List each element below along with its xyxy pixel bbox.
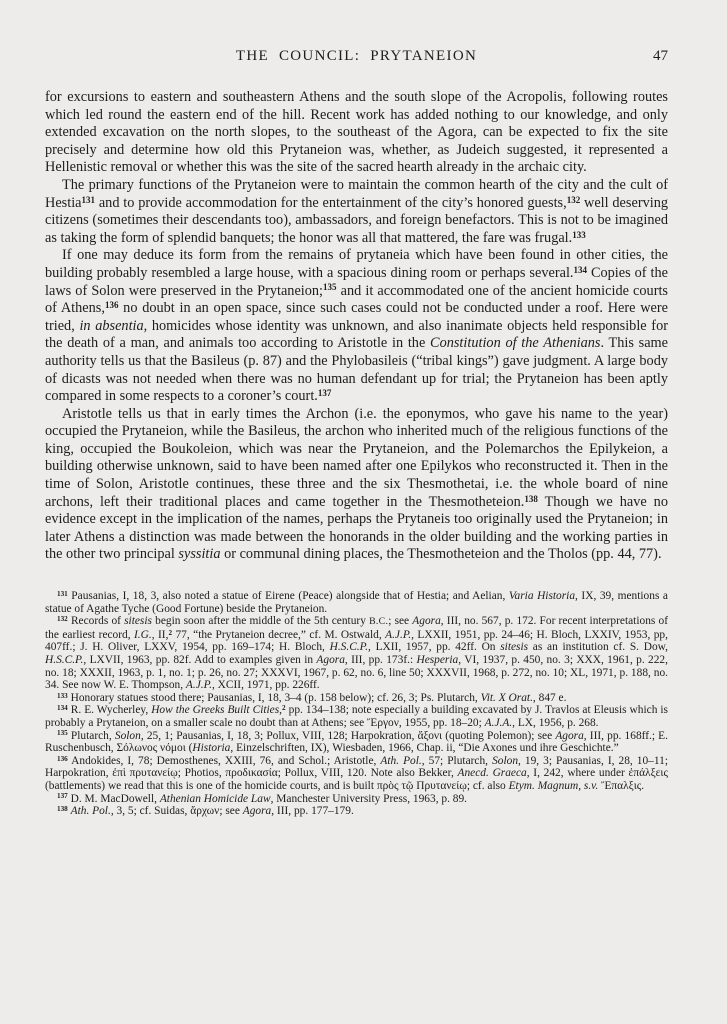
text-run: H.S.C.P. <box>329 641 368 654</box>
text-run: , Einzelschriften, IX), Wiesbaden, 1966, Chap. ii, “Die Axones und ihre Geschichte.” <box>230 742 619 755</box>
text-run: Constitution of the Athenians <box>430 335 601 352</box>
text-run: The primary functions of the Prytaneion were to maintain the common hearth of the city and the cult of Hestia <box>45 176 668 211</box>
footnote-reference: 137 <box>57 792 68 801</box>
footnote <box>45 704 668 729</box>
text-run: Pausanias, I, 18, 3, also noted a statue of Eirene (Peace) alongside that of Hestia; and Aelian, <box>67 590 509 603</box>
page-content <box>45 48 668 818</box>
text-run: , II, <box>151 628 169 641</box>
text-run: . This same authority tells us that the Basileus (p. 87) and the Phylobasileis (“tribal kings”) gave judgment. A large body of dicasts was not needed when there was no human defendant up for trial; the Prytaneion has been aptly compared in some respects to a coroner’s court. <box>45 335 669 405</box>
text-run: Anecd. Graeca <box>457 767 527 780</box>
text-run: Varia Historia <box>508 590 576 603</box>
text-run: I.G. <box>134 628 152 641</box>
text-run: , III, pp. 177–179. <box>271 805 354 818</box>
text-run: Agora <box>412 615 441 628</box>
text-run: If one may deduce its form from the remains of prytaneia which have been found in other cities, the building probably resembled a large house, with a spacious dining room or perhaps several. <box>45 247 668 281</box>
footnote-reference: 138 <box>524 493 538 504</box>
text-run: Plutarch, <box>67 729 115 742</box>
footnote <box>45 755 668 793</box>
text-run: , LXVII, 1963, pp. 82f. Add to examples given in <box>83 654 317 666</box>
text-run: , 19, 3; Pausanias, I, 28, 10–11; Harpokration, ἐπὶ πρυτανείῳ; Photios, προδικασία; Pollux, VIII, 120. Note also Bekker, <box>45 754 668 780</box>
text-run: , 3, 5; cf. Suidas, ἄρχων; see <box>110 805 243 818</box>
text-run: Vit. X Orat. <box>480 691 533 704</box>
footnote-reference: 138 <box>57 804 68 813</box>
text-run: Solon <box>114 729 141 742</box>
text-run: Ath. Pol. <box>70 805 111 818</box>
footnote <box>45 590 668 615</box>
text-run: Agora <box>242 805 272 818</box>
footnote-reference: 133 <box>57 691 68 700</box>
footnote-reference: 135 <box>57 729 68 738</box>
text-run: , III, pp. 173f.: <box>344 654 417 666</box>
footnote-reference: 135 <box>323 282 337 293</box>
footnote-reference: 136 <box>57 754 68 763</box>
footnote <box>45 692 668 705</box>
text-run: Andokides, I, 78; Demosthenes, XXIII, 76, and Schol.; Aristotle, <box>67 754 381 767</box>
text-run: , 25, 1; Pausanias, I, 18, 3; Pollux, VIII, 128; Harpokration, ἄξονι (quoting Polemon); see <box>140 729 556 742</box>
text-run: for excursions to eastern and southeastern Athens and the south slope of the Acropolis, following routes which led round the eastern end of the hill. Recent work has added nothing to our knowledge, and only extended excavation on the north slopes, to the southeast of the Agora, can be expected to fix the site precisely and determine how old this Prytaneion was, whether, as Judeich suggested, it represented a Hellenistic removal or whether this was the site of the sacred hearth already in the archaic city. <box>45 89 668 176</box>
footnotes-section <box>45 590 668 818</box>
paragraph <box>45 247 668 405</box>
footnote-reference: 134 <box>57 704 68 713</box>
text-run: Solon <box>492 754 519 767</box>
text-run: syssitia <box>178 546 221 563</box>
text-run: sitesis <box>124 615 152 628</box>
text-run: , Manchester University Press, 1963, p. 89. <box>270 792 468 805</box>
footnote <box>45 730 668 755</box>
paragraph <box>45 406 668 564</box>
text-run: Ath. Pol. <box>380 754 422 767</box>
text-run: Historia <box>192 742 231 755</box>
text-run: , XCII, 1971, pp. 226ff. <box>211 679 320 692</box>
footnote-reference: 136 <box>104 300 119 311</box>
text-run: pp. 134–138; note especially a building excavated by J. Travlos at Eleusis which is probably a Prytaneion, on a smaller scale no doubt than at Athens; see Ἔργον, 1955, pp. 18–20; <box>45 704 668 729</box>
text-run: 77, “the Prytaneion decree,” cf. M. Ostwald, <box>172 628 386 641</box>
paragraph <box>45 177 668 247</box>
text-run: begin soon after the middle of the 5th century <box>151 615 370 628</box>
text-run: Agora <box>316 654 345 666</box>
footnote-reference: 134 <box>573 264 587 275</box>
text-run: sitesis <box>500 641 529 654</box>
footnote <box>45 793 668 806</box>
text-run: H.S.C.P. <box>45 654 84 666</box>
text-run: , VI, 1937, p. 450, no. 3; XXX, 1961, p. 222, no. 18; XXXII, 1963, p. 1, no. 1; p. 26, no. 27; XXXVI, 1967, p. 62, no. 6, line 50; XXXVII, 1968, p. 272, no. 10; XL, 1971, p. 188, no. 34. See now W. E. Thompson, <box>45 654 668 692</box>
paragraph <box>45 89 668 177</box>
text-run: D. M. MacDowell, <box>67 792 160 805</box>
running-head <box>45 48 668 68</box>
text-run: A.J.A. <box>484 716 513 729</box>
footnote-reference: 2 <box>168 628 173 637</box>
text-run: , LX, 1956, p. 268. <box>512 716 599 729</box>
text-run: in absentia <box>79 317 144 334</box>
footnote-reference: 137 <box>317 388 332 399</box>
text-run: Honorary statues stood there; Pausanias, I, 18, 3–4 (p. 158 below); cf. 26, 3; Ps. Plutarch, <box>67 691 481 704</box>
text-run: , 57; Plutarch, <box>421 754 493 767</box>
page-title: THE COUNCIL: PRYTANEION <box>235 48 478 64</box>
text-run: , IX, 39, mentions a statue of Agathe Tyche (Good Fortune) beside the Prytaneion. <box>45 590 668 615</box>
text-run: A.J.P. <box>385 628 412 641</box>
text-run: , 847 e. <box>532 691 567 704</box>
text-run: Etym. Magnum, s.v. <box>508 779 599 792</box>
footnote-reference: 131 <box>57 589 68 598</box>
text-run: , III, pp. 168ff.; E. Ruschenbusch, Σόλωνος νόμοι ( <box>45 729 668 755</box>
text-run: Though we have no evidence except in the implication of the names, perhaps the Prytaneis too originally used the Prytaneion; in later Athens a distinction was made between the honorands in the older building and the working parties in the other two principal <box>45 493 668 563</box>
text-run: and it accommodated one of the ancient homicide courts of Athens, <box>45 282 668 317</box>
text-run: Hesperia <box>416 654 459 666</box>
text-run: , LXII, 1957, pp. 42ff. On <box>368 641 501 654</box>
text-run: Ἔπαλξις. <box>598 779 645 792</box>
text-run: Agora <box>555 729 584 742</box>
text-run: How the Greeks Built Cities, <box>151 704 283 717</box>
footnote-reference: 132 <box>57 615 68 623</box>
text-run: B.C. <box>369 616 389 628</box>
text-run: or communal dining places, the Thesmotheteion and the Tholos (pp. 44, 77). <box>220 546 662 563</box>
text-run: Aristotle tells us that in early times the Archon (i.e. the eponymos, who gave his name to the year) occupied the Prytaneion, while the Basileus, the archon who inherited much of the religious functions of the king, occupied the Boukoleion, which was near the Prytaneion, and the Polemarchos the Epilykeion, a building otherwise unknown, said to have been named after one Epilykos who reconstructed it. Then in the time of Solon, Aristotle continues, these three and the six Thesmothetai, i.e. the whole board of nine archons, left their traditional places and came together in the Thesmotheteion. <box>45 405 668 510</box>
text-run: ; see <box>388 615 413 628</box>
footnote-reference: 2 <box>282 704 286 713</box>
text-run: , homicides whose identity was unknown, and also inanimate objects held responsible for the death of a man, and animals too according to Aristotle in the <box>45 317 668 352</box>
footnote <box>45 805 668 818</box>
footnote-reference: 132 <box>566 194 581 205</box>
text-run: no doubt in an open space, since such cases could not be conducted under a roof. Here were tried, <box>45 300 669 334</box>
text-run: Copies of the laws of Solon were preserved in the Prytaneion; <box>45 264 668 299</box>
text-run: well deserving citizens (sometimes their descendants too), ambassadors, and foreign benefactors. This is not to be imagined as taking the form of splendid banquets; the honor was all that mattered, the fare was frugal. <box>45 194 668 246</box>
text-run: , III, no. 567, p. 172. For recent interpretations of the earliest record, <box>45 615 668 641</box>
text-run: , I, 242, where under ἐπάλξεις (battlements) we read that this is one of the homicide courts, and is built πρὸς τῷ Πρυτανείῳ; cf. also <box>45 767 669 792</box>
text-run: A.J.P. <box>185 679 212 692</box>
text-run: , LXXII, 1951, pp. 24–46; H. Bloch, LXXIV, 1953, pp, 407ff.; J. H. Oliver, LXXV, 1954, pp. 169–174; H. Bloch, <box>45 628 668 654</box>
text-run: R. E. Wycherley, <box>67 704 152 717</box>
text-run: as an institution cf. S. Dow, <box>528 641 668 654</box>
footnote-reference: 133 <box>572 229 586 240</box>
text-run: Records of <box>67 615 125 628</box>
footnote-reference: 131 <box>81 194 96 205</box>
text-run: and to provide accommodation for the entertainment of the city’s honored guests, <box>95 194 567 211</box>
text-run: Athenian Homicide Law <box>159 792 271 805</box>
body-text <box>45 89 668 564</box>
page-number: 47 <box>653 48 668 64</box>
footnote <box>45 615 668 692</box>
